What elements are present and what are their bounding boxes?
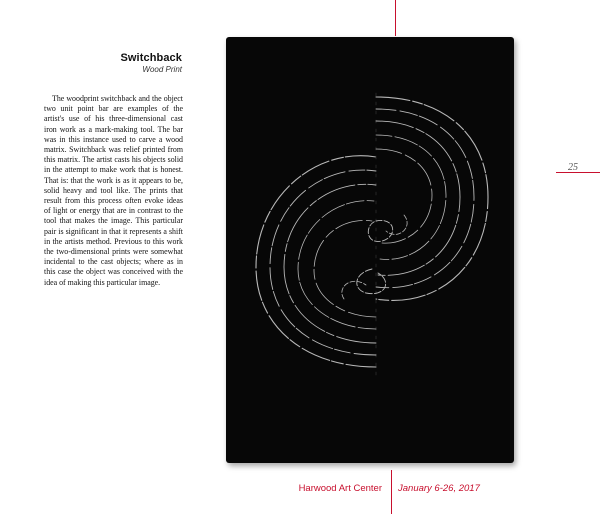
artwork-image xyxy=(226,37,514,463)
footer-divider-rule xyxy=(391,470,392,514)
footer-organization: Harwood Art Center xyxy=(298,483,382,494)
page-number-rule xyxy=(556,172,600,173)
description-paragraph: The woodprint switchback and the object two unit point bar are examples of the artist's use of his three-dimensional cast iron work as a mark-making tool. The bar was in this instance used to carve a wood matrix. Switchback was relief printed from this matrix. The artist casts his objects solid in the attempt to make work that is honest. That is: that the work is as it appears to be, solid heavy and tool like. The prints that result from this process often evoke ideas of light or energy that are in contrast to the tool that makes the image. This particular pair is significant in that it represents a shift in the artists method. Previous to this work the two-dimensional prints were somewhat incidental to the cast objects; where as in this case the object was conceived with the idea of making this particular image. xyxy=(44,94,183,287)
artwork-title: Switchback xyxy=(120,52,182,64)
page-number: 25 xyxy=(568,162,578,173)
top-divider-rule xyxy=(395,0,396,36)
artwork-medium: Wood Print xyxy=(142,65,182,74)
title-block xyxy=(120,52,182,74)
footer-dates: January 6-26, 2017 xyxy=(398,483,480,494)
switchback-print-illustration xyxy=(226,37,514,463)
